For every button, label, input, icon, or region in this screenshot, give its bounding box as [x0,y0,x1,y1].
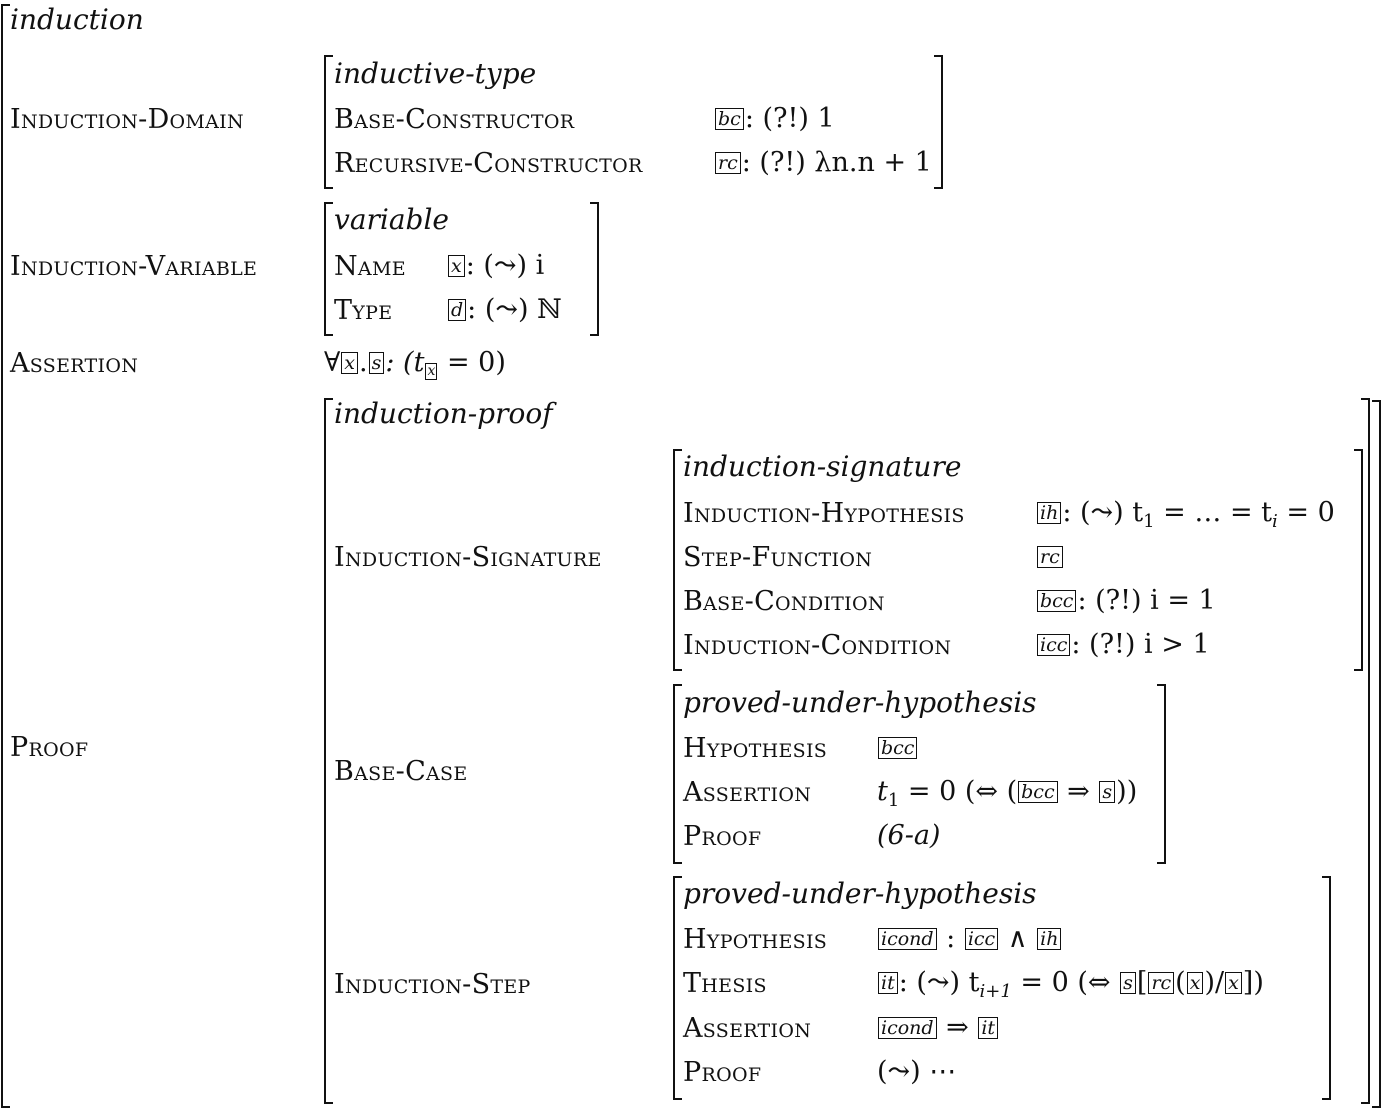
base-case-hypothesis-label: Hypothesis [683,733,828,764]
base-case-proof-value: (6-a) [877,820,941,851]
induction-condition-value: icc : (?!) i > 1 [1036,631,1210,658]
it-box: it [978,1017,998,1039]
step-function-label: Step-Function [683,542,873,573]
recursive-constructor-label: Recursive-Constructor [334,148,643,179]
step-function-value [1036,543,1064,570]
induction-step-hypothesis-label: Hypothesis [683,924,828,955]
base-condition-label: Base-Condition [683,586,885,617]
type-value: d : (⤳) ℕ [447,296,562,323]
name-value: x : (⤳) i [447,252,544,279]
base-case-assertion-value: $t_1 = 0$ (⇔ ( bcc ⇒ s )) [877,776,1138,811]
assertion-label: Assertion [10,348,139,379]
thesis-value: it : (⤳) $t_{i+1} = 0$ (⇔ s [ rc ( x )/ x ]) [877,969,1264,996]
ih-box: ih [1037,502,1061,524]
base-case-proof-label: Proof [683,821,762,852]
outer-bracket-right [1372,400,1381,1108]
induction-variable-bracket-right [590,202,599,336]
s-box: s [369,352,385,374]
root-type: induction [10,3,144,36]
induction-step-proof-label: Proof [683,1057,762,1088]
induction-step-bracket-right [1322,876,1331,1100]
bcc-box: bcc [878,737,917,759]
base-constructor-value: bc : (?!) 1 [714,105,835,132]
induction-domain-bracket-right [934,55,943,189]
base-case-type: proved-under-hypothesis [683,686,1037,719]
induction-step-type: proved-under-hypothesis [683,877,1037,910]
induction-variable-type: variable [334,203,449,236]
type-label: Type [334,295,393,326]
x-box: x [1187,972,1204,994]
induction-domain-bracket-left [324,55,333,189]
base-case-label: Base-Case [334,756,468,787]
bcc-box: bcc [1037,590,1076,612]
induction-domain-type: inductive-type [334,57,537,90]
d-box: d [448,299,466,321]
icc-box: icc [965,928,998,950]
icond-box: icond [878,1017,937,1039]
base-constructor-label: Base-Constructor [334,104,575,135]
recursive-constructor-value: rc : (?!) λn.n + 1 [714,149,932,176]
induction-signature-label: Induction-Signature [334,542,602,573]
induction-domain-label: Induction-Domain [10,104,244,135]
induction-variable-label: Induction-Variable [10,251,258,282]
s-box: s [1099,781,1115,803]
induction-hypothesis-value: ih : (⤳) $t_1$ = … = $t_i = 0$ [1036,499,1335,526]
induction-step-proof-value: (⤳) ⋯ [877,1056,957,1087]
rc-box: rc [1148,972,1174,994]
it-box: it [878,972,898,994]
induction-hypothesis-label: Induction-Hypothesis [683,498,965,529]
induction-step-bracket-left [673,876,682,1100]
x-box: x [341,352,358,374]
rc-box: rc [715,152,741,174]
icond-box: icond [878,928,937,950]
base-case-hypothesis-value [877,734,918,761]
assertion-value: ∀ x . s : (t x = 0) [324,347,506,379]
bcc-box: bcc [1018,781,1057,803]
icc-box: icc [1037,634,1070,656]
proof-label: Proof [10,732,89,763]
proof-type: induction-proof [334,397,553,430]
induction-variable-bracket-left [324,202,333,336]
s-box: s [1120,972,1136,994]
rc-box: rc [1037,546,1063,568]
x-sub-box: x [427,363,436,379]
induction-step-assertion-label: Assertion [683,1013,812,1044]
x-box: x [1225,972,1242,994]
base-case-assertion-label: Assertion [683,777,812,808]
ih-box: ih [1037,928,1061,950]
induction-signature-type: induction-signature [683,450,962,483]
induction-step-hypothesis-value: icond : icc ∧ ih [877,925,1062,952]
induction-step-label: Induction-Step [334,969,531,1000]
outer-bracket-left [1,4,10,1108]
induction-condition-label: Induction-Condition [683,630,952,661]
thesis-label: Thesis [683,968,767,999]
induction-signature-bracket-right [1354,449,1363,671]
induction-step-assertion-value: icond ⇒ it [877,1014,999,1041]
base-case-bracket-right [1157,684,1166,864]
base-condition-value: bcc : (?!) i = 1 [1036,587,1216,614]
proof-bracket-left [324,398,333,1104]
base-case-bracket-left [673,684,682,864]
x-box: x [448,255,465,277]
bc-box: bc [715,108,744,130]
name-label: Name [334,251,406,282]
induction-signature-bracket-left [673,449,682,671]
